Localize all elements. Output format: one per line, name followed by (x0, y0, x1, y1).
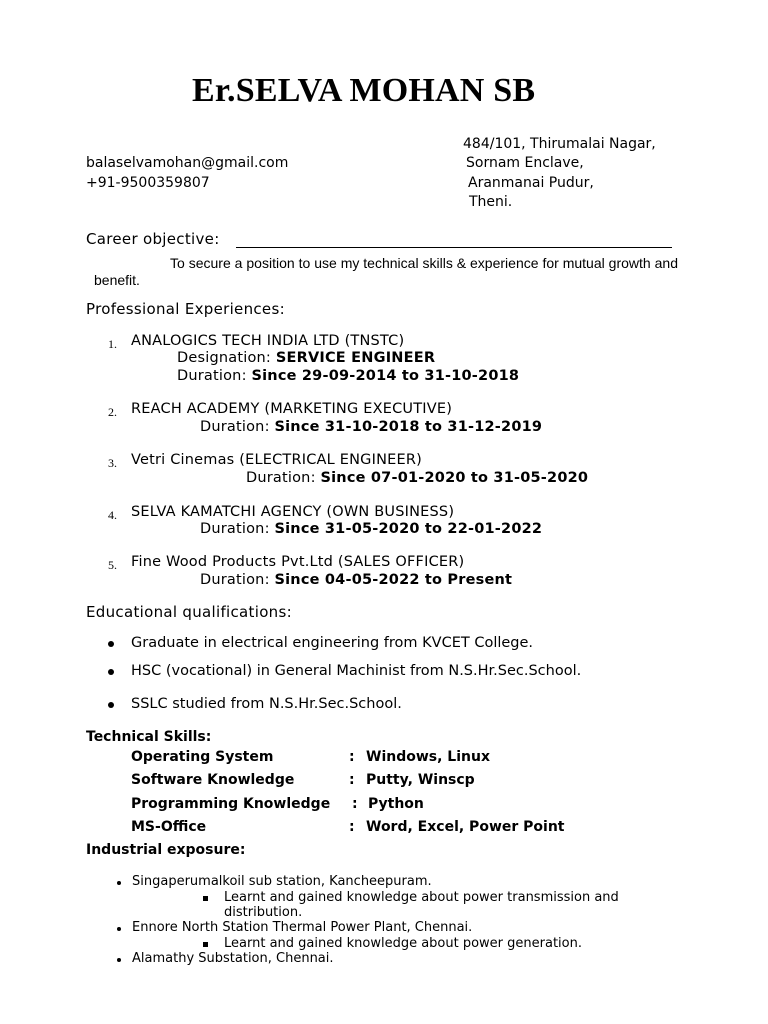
skill-value: Putty, Winscp (366, 772, 475, 788)
education-item: HSC (vocational) in General Machinist from N.S.Hr.Sec.School. (131, 663, 582, 679)
skill-separator: : (349, 772, 355, 788)
skill-label: Programming Knowledge (131, 796, 331, 812)
duration-value: Since 29-09-2014 to 31-10-2018 (251, 368, 520, 384)
duration-value: Since 31-10-2018 to 31-12-2019 (274, 419, 543, 435)
experience-duration (200, 521, 542, 537)
experience-heading (86, 300, 285, 318)
duration-label: Duration: (200, 521, 275, 537)
skill-separator: : (352, 796, 358, 812)
duration-label: Duration: (200, 419, 275, 435)
address-line-1: 484/101, Thirumalai Nagar, (463, 136, 656, 152)
experience-number: 3. (108, 456, 117, 470)
education-heading-colon: : (286, 603, 292, 621)
address-line-2: Sornam Enclave, (466, 155, 584, 171)
phone-text: +91-9500359807 (86, 175, 210, 191)
skill-value: Word, Excel, Power Point (366, 819, 565, 835)
bullet-icon (108, 669, 114, 675)
skill-label: Software Knowledge (131, 772, 295, 788)
designation-label: Designation: (177, 350, 276, 366)
address-line-3: Aranmanai Pudur, (468, 175, 594, 191)
square-bullet-icon (203, 942, 208, 947)
experience-company: ANALOGICS TECH INDIA LTD (TNSTC) (131, 333, 405, 349)
address-line-4: Theni. (469, 194, 513, 210)
experience-duration (200, 419, 542, 435)
duration-label: Duration: (177, 368, 252, 384)
duration-value: Since 31-05-2020 to 22-01-2022 (274, 521, 543, 537)
experience-heading-label: Professional Experiences (86, 300, 280, 318)
exposure-note: Learnt and gained knowledge about power transmission and (224, 890, 619, 905)
bullet-icon (108, 702, 114, 708)
experience-number: 4. (108, 508, 117, 522)
education-heading-label: Educational qualifications (86, 603, 287, 621)
education-heading (86, 603, 292, 621)
duration-label: Duration: (200, 572, 275, 588)
exposure-place: Alamathy Substation, Chennai. (132, 951, 334, 966)
education-item: SSLC studied from N.S.Hr.Sec.School. (131, 696, 402, 712)
career-objective-text: To secure a position to use my technical skills & experience for mutual growth and benefit. (94, 255, 678, 288)
exposure-note: Learnt and gained knowledge about power generation. (224, 936, 582, 951)
resume-name: Er.SELVA MOHAN SB (192, 72, 536, 109)
education-item: Graduate in electrical engineering from KVCET College. (131, 635, 534, 651)
experience-company: Vetri Cinemas (ELECTRICAL ENGINEER) (131, 452, 422, 468)
technical-skills-heading: Technical Skills: (86, 729, 212, 745)
heading-underline (236, 247, 672, 248)
experience-duration (246, 470, 588, 486)
experience-company: SELVA KAMATCHI AGENCY (OWN BUSINESS) (131, 504, 455, 520)
duration-value: Since 04-05-2022 to Present (274, 572, 513, 588)
email-text: balaselvamohan@gmail.com (86, 155, 289, 171)
duration-label: Duration: (246, 470, 321, 486)
exposure-note-continued: distribution. (224, 905, 303, 920)
bullet-icon (117, 958, 121, 962)
experience-number: 2. (108, 405, 117, 419)
bullet-icon (117, 881, 121, 885)
skill-value: Python (368, 796, 424, 812)
bullet-icon (108, 641, 114, 647)
skill-separator: : (349, 749, 355, 765)
skill-separator: : (349, 819, 355, 835)
experience-company: Fine Wood Products Pvt.Ltd (SALES OFFICER) (131, 554, 465, 570)
industrial-exposure-heading: Industrial exposure: (86, 842, 246, 858)
bullet-icon (117, 927, 121, 931)
skill-label: MS-Office (131, 819, 207, 835)
square-bullet-icon (203, 896, 208, 901)
experience-number: 1. (108, 337, 117, 351)
exposure-place: Singaperumalkoil sub station, Kancheepuram. (132, 874, 432, 889)
exposure-place: Ennore North Station Thermal Power Plant, Chennai. (132, 920, 473, 935)
experience-duration (200, 572, 512, 588)
designation-value: SERVICE ENGINEER (275, 350, 436, 366)
skill-value: Windows, Linux (366, 749, 490, 765)
experience-heading-colon: : (279, 300, 285, 318)
experience-company: REACH ACADEMY (MARKETING EXECUTIVE) (131, 401, 453, 417)
experience-number: 5. (108, 558, 117, 572)
skill-label: Operating System (131, 749, 274, 765)
career-objective-heading: Career objective: (86, 230, 220, 248)
experience-duration (177, 368, 519, 384)
experience-designation (177, 350, 435, 366)
duration-value: Since 07-01-2020 to 31-05-2020 (320, 470, 589, 486)
